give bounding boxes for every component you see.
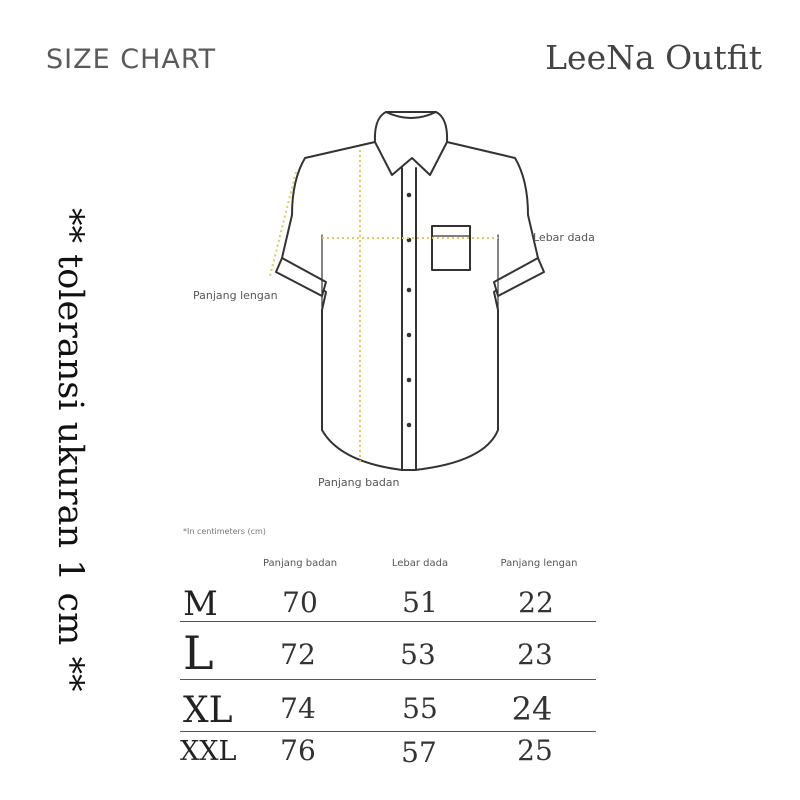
pocket (432, 226, 470, 270)
column-header-panjang-badan: Panjang badan (262, 558, 338, 569)
value-panjang-badan: 70 (282, 586, 318, 619)
chest-label: Lebar dada (533, 231, 595, 244)
row-divider (180, 621, 596, 622)
value-panjang-lengan: 22 (518, 586, 554, 619)
table-row (180, 624, 596, 680)
row-divider (180, 731, 596, 732)
value-panjang-badan: 74 (280, 692, 316, 725)
brand-name: LeeNa Outfit (545, 38, 762, 77)
column-header-lebar-dada: Lebar dada (391, 558, 449, 569)
value-panjang-badan: 76 (280, 734, 316, 767)
table-row (180, 682, 596, 732)
value-lebar-dada: 53 (400, 638, 436, 671)
size-label: L (183, 626, 214, 680)
value-lebar-dada: 51 (402, 586, 438, 619)
sleeve-label: Panjang lengan (193, 289, 278, 302)
tolerance-note: ** toleransi ukuran 1 cm ** (50, 208, 90, 692)
page-title: SIZE CHART (46, 44, 217, 75)
value-panjang-lengan: 24 (511, 690, 553, 728)
shirt-body (282, 142, 538, 470)
value-panjang-badan: 72 (280, 638, 316, 671)
row-divider (180, 679, 596, 680)
value-lebar-dada: 55 (402, 692, 438, 725)
unit-note: *In centimeters (cm) (183, 527, 266, 536)
table-row (180, 734, 596, 774)
size-label: M (183, 584, 218, 624)
value-lebar-dada: 57 (401, 736, 437, 769)
size-label: XL (183, 690, 233, 731)
value-panjang-lengan: 25 (517, 734, 553, 767)
body-length-label: Panjang badan (318, 476, 400, 489)
size-label: XXL (180, 736, 237, 767)
column-header-panjang-lengan: Panjang lengan (500, 558, 578, 569)
table-row (180, 582, 596, 622)
value-panjang-lengan: 23 (517, 638, 553, 671)
